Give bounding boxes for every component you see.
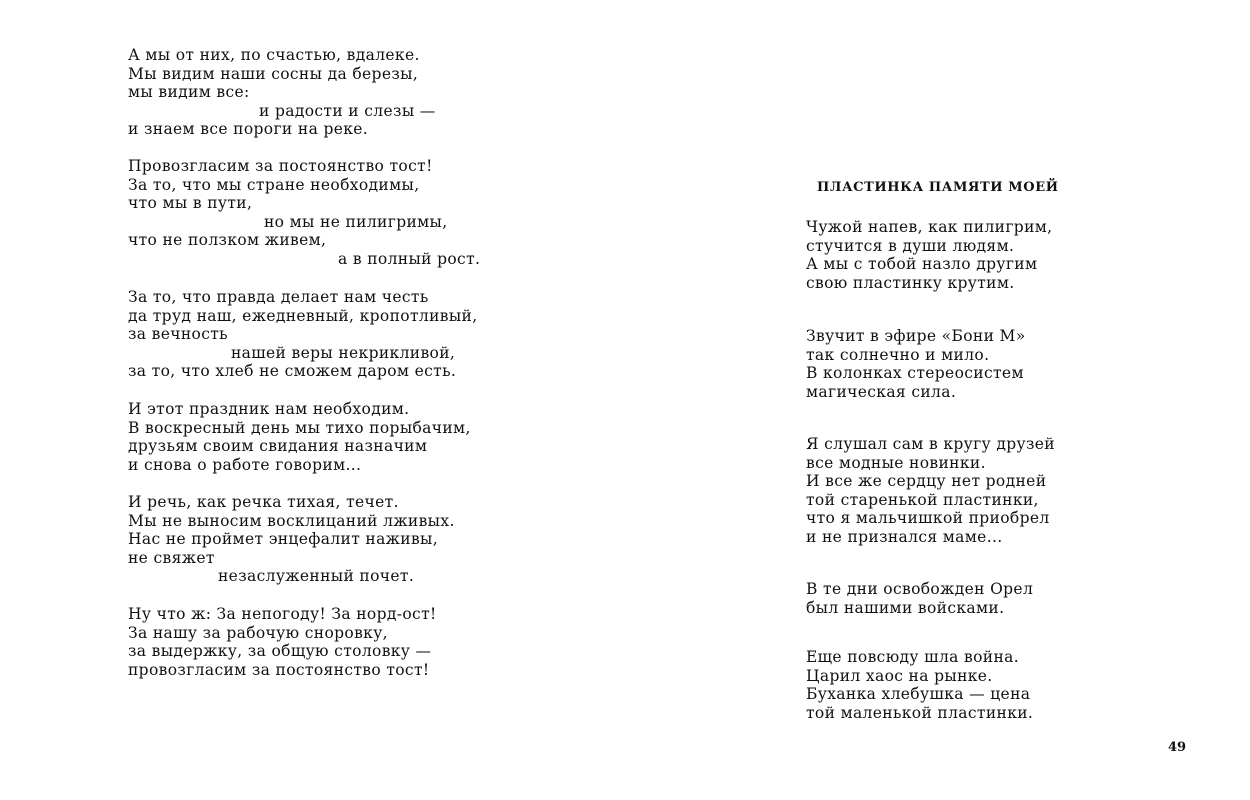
poem-line: Нас не проймет энцефалит наживы, [128, 530, 438, 548]
poem-line: что не ползком живем, [128, 231, 327, 249]
poem-line: той старенькой пластинки, [806, 490, 1039, 509]
poem-line: так солнечно и мило. [806, 345, 990, 364]
stanza-5 [806, 648, 1033, 722]
poem-line: И речь, как речка тихая, течет. [128, 493, 399, 511]
stanza-1 [128, 46, 436, 139]
poem-line: Я слушал сам в кругу друзей [806, 435, 1055, 453]
poem-line: И все же сердцу нет родней [806, 472, 1047, 490]
poem-line: и снова о работе говорим... [128, 455, 362, 474]
left-page [0, 0, 620, 800]
poem-title: ПЛАСТИНКА ПАМЯТИ МОЕЙ [817, 180, 1059, 195]
poem-line: что я мальчишкой приобрел [806, 509, 1050, 527]
stanza-5 [128, 493, 455, 586]
poem-line: И этот праздник нам необходим. [128, 400, 410, 418]
poem-line: В колонках стереосистем [806, 364, 1024, 382]
poem-line: Еще повсюду шла война. [806, 648, 1019, 666]
page-number: 49 [1168, 740, 1187, 755]
poem-line: стучится в души людям. [806, 236, 1015, 255]
poem-line: нашей веры некрикливой, [231, 343, 456, 362]
stanza-3 [128, 288, 478, 381]
poem-line: В воскресный день мы тихо порыбачим, [128, 418, 471, 437]
poem-line: той маленькой пластинки. [806, 703, 1034, 722]
poem-line: все модные новинки. [806, 453, 986, 472]
poem-line: А мы от них, по счастью, вдалеке. [128, 46, 420, 64]
poem-line: свою пластинку крутим. [806, 273, 1015, 292]
poem-line: за выдержку, за общую столовку — [128, 642, 432, 660]
poem-line: за вечность [128, 325, 228, 343]
stanza-1 [806, 218, 1052, 292]
stanza-2 [806, 327, 1026, 401]
stanza-4 [806, 580, 1033, 617]
poem-line: За то, что мы стране необходимы, [128, 175, 420, 194]
poem-line: что мы в пути, [128, 194, 253, 212]
poem-line: мы видим все: [128, 83, 250, 101]
poem-line: не свяжет [128, 548, 215, 567]
poem-line: провозгласим за постоянство тост! [128, 660, 430, 679]
right-page [620, 0, 1250, 800]
poem-line: и не признался маме... [806, 527, 1003, 546]
poem-line: а в полный рост. [338, 249, 481, 268]
stanza-4 [128, 400, 471, 474]
poem-line: был нашими войсками. [806, 598, 1005, 617]
poem-line: Чужой напев, как пилигрим, [806, 218, 1053, 236]
poem-line: В те дни освобожден Орел [806, 580, 1034, 598]
poem-line: друзьям своим свидания назначим [128, 437, 428, 455]
poem-line: и радости и слезы — [259, 101, 436, 120]
poem-line: да труд наш, ежедневный, кропотливый, [128, 306, 478, 325]
poem-line: магическая сила. [806, 382, 957, 401]
stanza-6 [128, 605, 437, 679]
poem-line: Царил хаос на рынке. [806, 666, 993, 685]
poem-line: За нашу за рабочую сноровку, [128, 623, 388, 642]
poem-line: незаслуженный почет. [218, 567, 415, 585]
poem-line: За то, что правда делает нам честь [128, 288, 429, 306]
poem-line: А мы с тобой назло другим [806, 255, 1038, 273]
stanza-2 [128, 157, 480, 268]
poem-line: но мы не пилигримы, [264, 212, 448, 231]
poem-line: и знаем все пороги на реке. [128, 120, 369, 138]
poem-line: Мы не выносим восклицаний лживых. [128, 511, 455, 530]
poem-line: Провозгласим за постоянство тост! [128, 157, 433, 175]
poem-line: за то, что хлеб не сможем даром есть. [128, 362, 457, 380]
poem-line: Мы видим наши сосны да березы, [128, 64, 419, 83]
poem-line: Ну что ж: За непогоду! За норд-ост! [128, 605, 437, 623]
poem-line: Буханка хлебушка — цена [806, 685, 1031, 703]
poem-line: Звучит в эфире «Бони М» [806, 327, 1026, 345]
stanza-3 [806, 435, 1055, 546]
